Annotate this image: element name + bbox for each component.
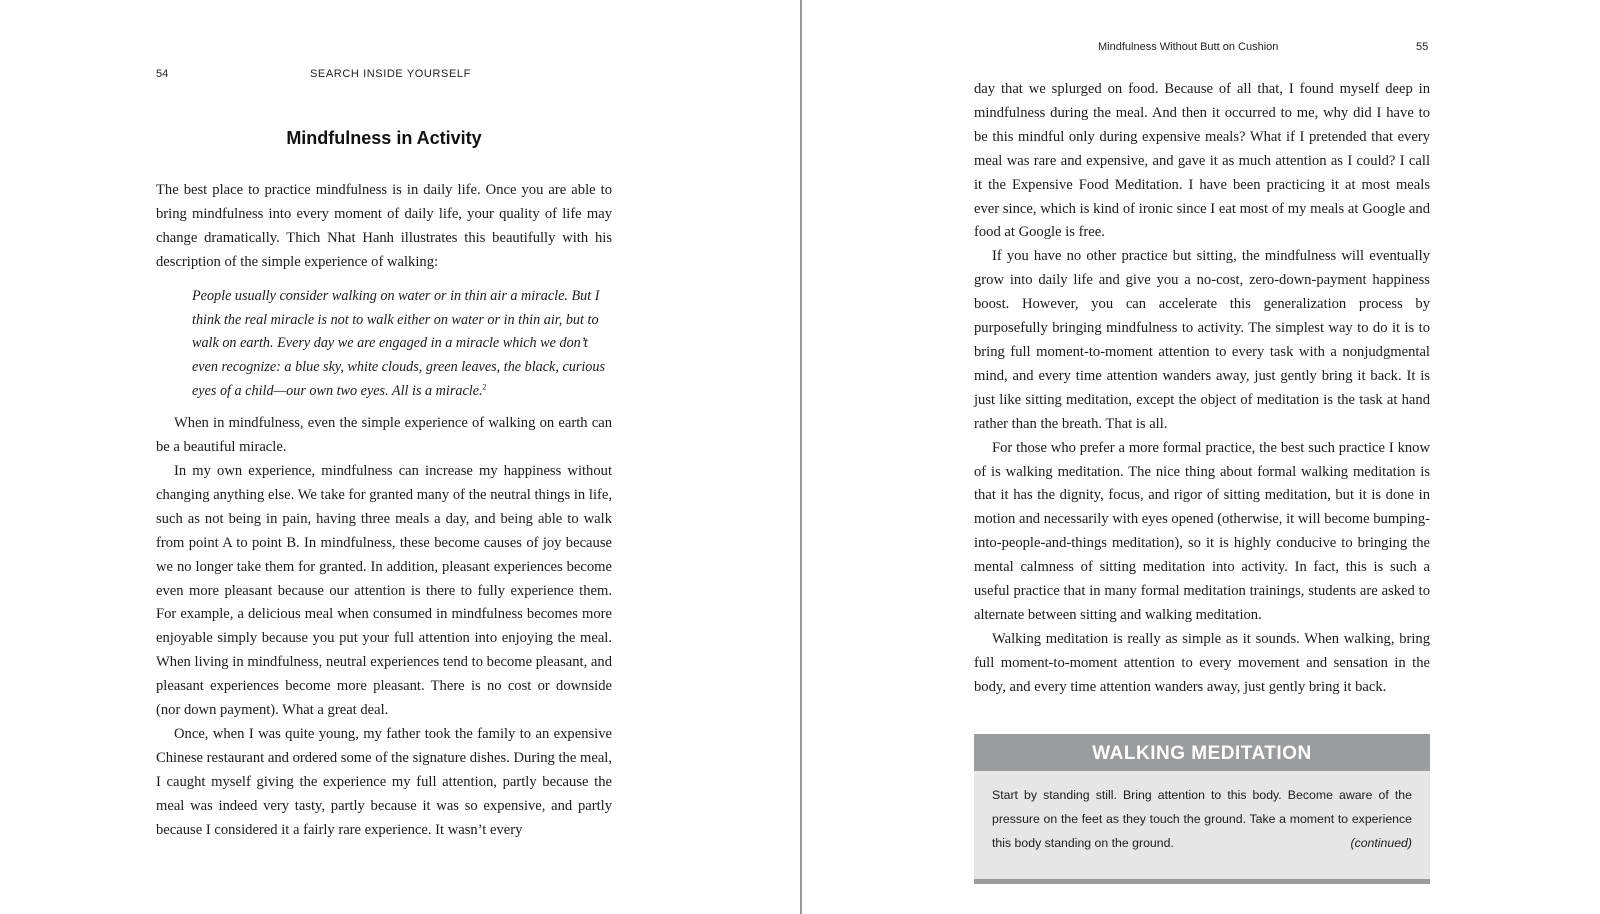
- endnote-marker: 2: [482, 382, 487, 392]
- running-head-right: Mindfulness Without Butt on Cushion: [1098, 41, 1279, 53]
- left-text-column: [156, 179, 612, 842]
- page-number-left: 54: [156, 68, 169, 80]
- block-quote: [192, 285, 612, 405]
- sidebar-bottom-rule: [974, 879, 1430, 884]
- body-paragraph: Once, when I was quite young, my father took the family to an expensive Chinese restaurant and ordered some of the signature dishes. During the meal, I caught myself giving the experience my full attention, partly because the meal was indeed very tasty, partly because it was so expensive, and partly because I considered it a fairly rare experience. It wasn’t every: [156, 725, 612, 838]
- continued-label: (continued): [1350, 836, 1412, 850]
- walking-meditation-sidebar: [974, 734, 1430, 884]
- quote-text: People usually consider walking on water or in thin air a miracle. But I think the real miracle is not to walk either on water or in thin air, but to walk on earth. Every day we are engaged in a miracle which we don’t even recognize: a blue sky, white clouds, green leaves, the black, curious eyes of a child—our own two eyes. All is a miracle.: [192, 287, 606, 400]
- sidebar-title: WALKING MEDITATION: [974, 734, 1430, 771]
- body-paragraph: day that we splurged on food. Because of all that, I found myself deep in mindfulness during the meal. And then it occurred to me, why did I have to be this mindful only during expensive meals? What if I pretended that every meal was rare and expensive, and gave it as much attention as I could? I call it the Expensive Food Meditation. I have been practicing it at most meals ever since, which is kind of ironic since I eat most of my meals at Google and food at Google is free.: [974, 81, 1430, 241]
- sidebar-text: [992, 783, 1412, 855]
- body-paragraph: Walking meditation is really as simple as it sounds. When walking, bring full moment-to-moment attention to every movement and sensation in the body, and every time attention wanders away, just gently bring it back.: [974, 630, 1430, 695]
- sidebar-instructions: Start by standing still. Bring attention to this body. Become aware of the pressure on the feet as they touch the ground. Take a moment to experience this body standing on the ground.: [992, 788, 1412, 850]
- body-paragraph: When in mindfulness, even the simple experience of walking on earth can be a beautiful miracle.: [156, 415, 612, 456]
- page-number-right: 55: [1416, 41, 1429, 53]
- running-head-left: SEARCH INSIDE YOURSELF: [310, 68, 471, 80]
- body-paragraph: For those who prefer a more formal practice, the best such practice I know of is walking meditation. The nice thing about formal walking meditation is that it has the dignity, focus, and rigor of sitting meditation, but it is done in motion and necessarily with eyes opened (otherwise, it will become bumping-into-people-and-things meditation), so it is highly conducive to bringing the mental calmness of sitting meditation into activity. In fact, this is such a useful practice that in many formal meditation trainings, students are asked to alternate between sitting and walking meditation.: [974, 439, 1430, 623]
- body-paragraph: If you have no other practice but sitting, the mindfulness will eventually grow into daily life and give you a no-cost, zero-down-payment happiness boost. However, you can accelerate this generalization process by purposefully bringing mindfulness to activity. The simplest way to do it is to bring full moment-to-moment attention to every task with a nonjudgmental mind, and every time attention wanders away, just gently bring it back. It is just like sitting meditation, except the object of meditation is the task at hand rather than the breath. That is all.: [974, 248, 1430, 432]
- section-title: Mindfulness in Activity: [286, 128, 482, 148]
- body-paragraph: In my own experience, mindfulness can increase my happiness without changing anything else. We take for granted many of the neutral things in life, such as not being in pain, having three meals a day, and being able to walk from point A to point B. In mindfulness, these become causes of joy because we no longer take them for granted. In addition, pleasant experiences become even more pleasant because our attention is there to fully experience them. For example, a delicious meal when consumed in mindfulness becomes more enjoyable simply because you put your full attention into enjoying the meal. When living in mindfulness, neutral experiences tend to become pleasant, and pleasant experiences become more pleasant. There is no cost or downside (nor down payment). What a great deal.: [156, 462, 612, 719]
- intro-paragraph: The best place to practice mindfulness is in daily life. Once you are able to bring mindfulness into every moment of daily life, your quality of life may change dramatically. Thich Nhat Hanh illustrates this beautifully with his description of the simple experience of walking:: [156, 182, 612, 270]
- right-text-column: [974, 78, 1430, 700]
